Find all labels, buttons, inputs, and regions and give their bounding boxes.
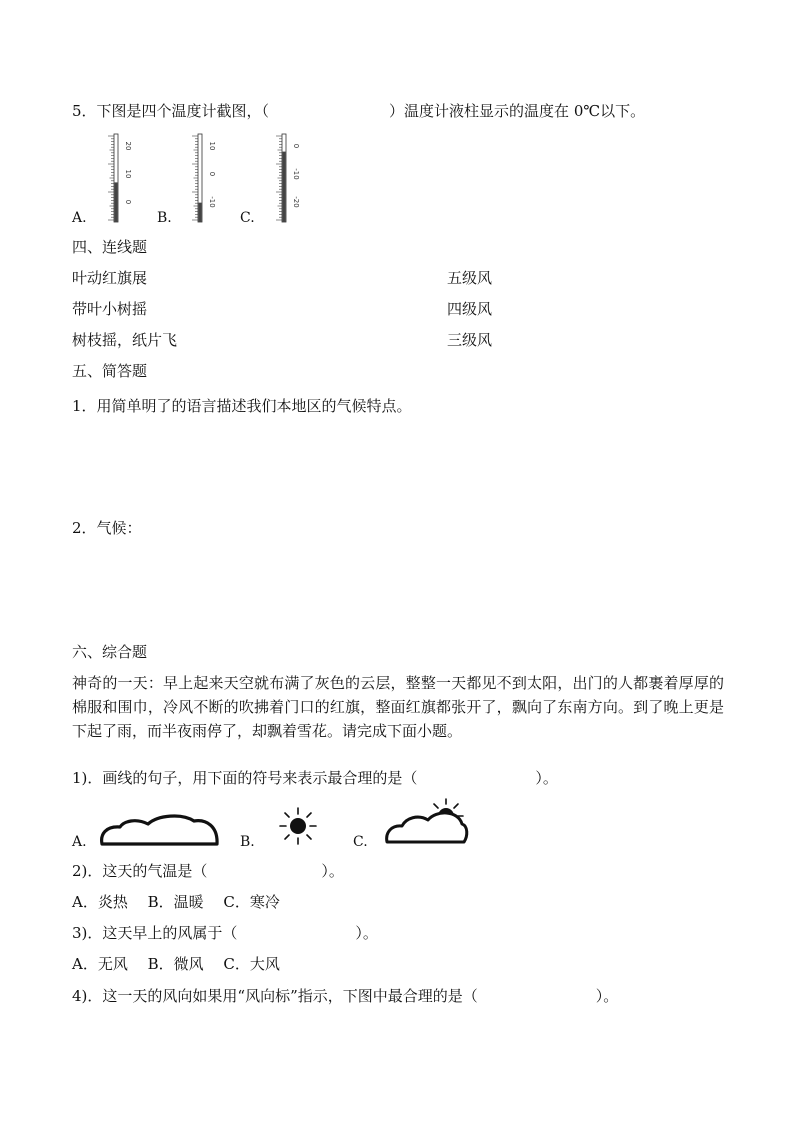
match-right-item-3[interactable]: 三级风 [447,331,493,349]
sub3-question [72,923,378,943]
sub1-option-c-label: C. [353,834,368,850]
sun-icon[interactable] [278,806,318,846]
q5-option-b-label: B. [157,210,172,226]
q5-text-after: ）温度计液柱显示的温度在 0℃以下。 [389,102,646,120]
section5-title: 五、简答题 [72,362,148,380]
sub1-text-before: 1)．画线的句子，用下面的符号来表示最合理的是（ [72,769,418,787]
match-left-item-1[interactable]: 叶动红旗展 [72,269,148,287]
thermometer-a-label-0: 20 [124,141,132,151]
sub2-text-before: 2)．这天的气温是（ [72,862,208,880]
sub1-option-a-label: A. [72,834,87,850]
sub1-text-after: ）。 [535,769,558,787]
thermometer-a-label-2: 0 [124,199,132,205]
section6-paragraph: 神奇的一天：早上起来天空就布满了灰色的云层，整整一天都见不到太阳，出门的人都裹着厚厚的棉服和围巾，冷风不断的吹拂着门口的红旗，整面红旗都张开了，飘向了东南方向。到了晚上更是下起了雨，而半夜雨停了，却飘着雪花。请完成下面小题。 [72,674,724,740]
thermometer-b-label-0: 10 [208,141,216,151]
sub4-text-after: ）。 [595,987,619,1005]
q5-line [72,101,645,121]
sub4-text-before: 4)．这一天的风向如果用“风向标”指示，下图中最合理的是（ [72,987,478,1005]
section5-question-1: 1．用简单明了的语言描述我们本地区的气候特点。 [72,397,412,415]
partly-cloudy-icon[interactable] [384,796,472,848]
thermometer-c-label-1: -10 [292,168,300,180]
sub1-option-b-label: B. [240,834,255,850]
thermometer-b-image[interactable] [182,132,222,224]
match-right-item-2[interactable]: 四级风 [447,300,493,318]
sub2-text-after: ）。 [321,862,344,880]
thermometer-c-label-0: 0 [292,143,300,149]
thermometer-b-label-1: 0 [208,171,216,177]
q5-option-a-label: A. [72,210,87,226]
match-right-item-1[interactable]: 五级风 [447,269,493,287]
match-left-item-3[interactable]: 树枝摇，纸片飞 [72,331,178,349]
sub3-options[interactable]: A．无风 B．微风 C．大风 [72,955,280,973]
thermometer-c-label-2: -20 [292,196,300,208]
match-left-item-2[interactable]: 带叶小树摇 [72,300,148,318]
thermometer-a-image[interactable] [98,132,138,224]
thermometer-b-label-2: -10 [208,196,216,208]
section6-title: 六、综合题 [72,643,148,661]
sub2-options[interactable]: A．炎热 B．温暖 C．寒冷 [72,893,280,911]
cloud-icon[interactable] [98,814,222,848]
q5-option-c-label: C. [240,210,255,226]
q5-text-before: 5．下图是四个温度计截图，（ [72,102,270,120]
sub3-text-after: ）。 [355,924,378,942]
thermometer-a-label-1: 10 [124,169,132,179]
sub1-question [72,768,558,788]
thermometer-c-image[interactable] [266,132,306,224]
sub2-question [72,861,344,881]
section4-title: 四、连线题 [72,238,148,256]
sub4-question [72,986,618,1006]
sub3-text-before: 3)．这天早上的风属于（ [72,924,238,942]
section5-question-2: 2．气候： [72,519,142,537]
